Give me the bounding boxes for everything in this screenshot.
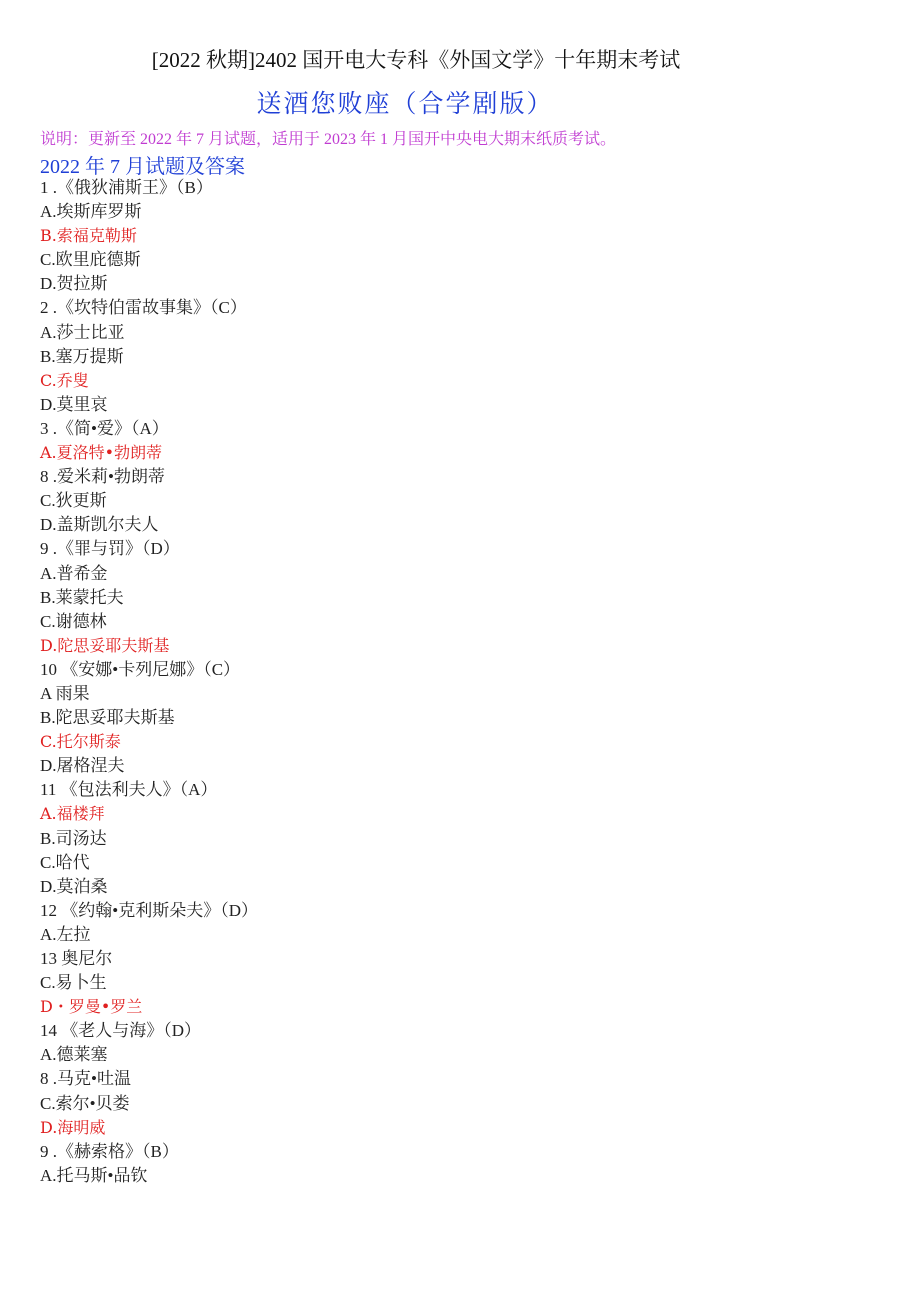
question-line: B.陀思妥耶夫斯基 <box>40 708 175 728</box>
document-subtitle: 送酒您败座（合学剧版） <box>256 89 554 118</box>
question-line: C.谢德林 <box>40 611 107 631</box>
question-line: B.司汤达 <box>40 828 107 848</box>
question-line: 3 .《简•爱》（A） <box>40 418 169 438</box>
question-line: A.托马斯•品钦 <box>40 1165 148 1185</box>
question-line: D.盖斯凯尔夫人 <box>40 515 159 535</box>
question-line: 1 .《俄狄浦斯王》（B） <box>40 178 213 197</box>
question-line: 14 《老人与海》（D） <box>40 1021 202 1041</box>
question-line: 2 .《坎特伯雷故事集》（C） <box>40 298 247 318</box>
question-line: A.左拉 <box>40 924 91 944</box>
question-line: C.哈代 <box>40 852 90 872</box>
question-line: 9 .《罪与罚》（D） <box>40 539 180 559</box>
question-line: C.欧里庇德斯 <box>40 250 141 270</box>
document-title: [2022 秋期]2402 国开电大专科《外国文学》十年期末考试 <box>151 48 681 72</box>
question-line: 8 .马克•吐温 <box>40 1069 131 1089</box>
answer-line: D.海明威 <box>40 1117 106 1137</box>
question-line: 12 《约翰•克利斯朵夫》（D） <box>40 900 258 920</box>
answer-line: A.福楼拜 <box>40 804 105 824</box>
question-line: D.贺拉斯 <box>40 274 108 294</box>
question-line: C.索尔•贝娄 <box>40 1093 130 1113</box>
question-line: D.莫泊桑 <box>40 876 108 896</box>
question-line: 10 《安娜•卡列尼娜》（C） <box>40 659 241 679</box>
answer-line: A.夏洛特•勃朗蒂 <box>40 443 163 463</box>
question-line: A 雨果 <box>40 683 90 703</box>
question-line: B.莱蒙托夫 <box>40 587 124 607</box>
question-line: 13 奥尼尔 <box>40 949 113 968</box>
answer-line: D.陀思妥耶夫斯基 <box>40 635 170 655</box>
question-line: A.莎士比亚 <box>40 322 125 342</box>
question-line: A.德莱塞 <box>40 1045 108 1065</box>
question-line: A.普希金 <box>40 563 108 583</box>
section-heading: 2022 年 7 月试题及答案 <box>40 156 245 178</box>
document-note: 说明：更新至 2022 年 7 月试题，适用于 2023 年 1 月国开中央电大期末纸质考试。 <box>40 131 617 148</box>
question-line: C.狄更斯 <box>40 491 107 511</box>
answer-line: C.托尔斯泰 <box>40 732 121 752</box>
question-line: A.埃斯库罗斯 <box>40 202 142 222</box>
question-line: 9 .《赫索格》（B） <box>40 1141 179 1161</box>
question-list <box>40 176 880 1188</box>
answer-line: C.乔叟 <box>40 370 89 390</box>
question-line: D.莫里哀 <box>40 394 108 414</box>
question-line: C.易卜生 <box>40 973 107 993</box>
answer-line: B.索福克勒斯 <box>40 226 137 246</box>
question-line: 8 .爱米莉•勃朗蒂 <box>40 467 165 487</box>
question-line: 11 《包法利夫人》（A） <box>40 780 218 800</box>
question-line: D.屠格涅夫 <box>40 756 125 776</box>
question-line: B.塞万提斯 <box>40 346 124 366</box>
answer-line: D・罗曼•罗兰 <box>40 997 143 1017</box>
